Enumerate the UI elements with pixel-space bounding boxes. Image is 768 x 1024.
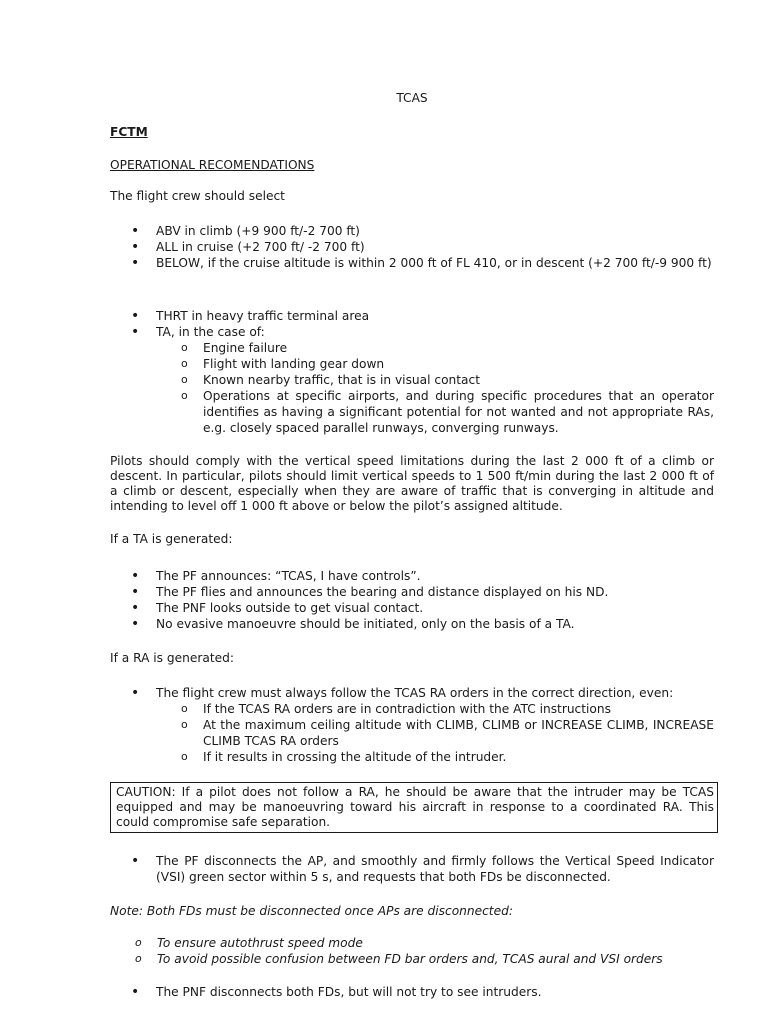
- pilots-paragraph: Pilots should comply with the vertical speed limitations during the last 2 000 ft of a climb or descent. In particular, pilots should limit vertical speeds to 1 500 ft/min during the last 2 000 ft of a climb or descent, especially when they are aware of traffic that is converging in altitude and intending to level off 1 000 ft above or below the pilot’s assigned altitude.: [110, 454, 714, 513]
- list-item-label: The flight crew must always follow the TCAS RA orders in the correct direction, even:: [156, 686, 674, 700]
- note-list: [110, 935, 714, 967]
- section-heading: FCTM: [110, 125, 148, 139]
- list-item: [110, 324, 714, 436]
- list-item: • The PF disconnects the AP, and smoothly and firmly follows the Vertical Speed Indicator (VSI) green sector within 5 s, and requests that both FDs be disconnected.: [110, 853, 714, 885]
- sub-list-item: o Engine failure: [156, 340, 714, 356]
- sub-list-item: o To ensure autothrust speed mode: [110, 935, 714, 951]
- ra-sub-list: [156, 701, 714, 765]
- list-item: • ABV in climb (+9 900 ft/-2 700 ft): [110, 223, 714, 239]
- list-item: • The PF announces: “TCAS, I have controls”.: [110, 568, 714, 584]
- list-item: • The PF flies and announces the bearing and distance displayed on his ND.: [110, 584, 714, 600]
- list-item: • THRT in heavy traffic terminal area: [110, 308, 714, 324]
- ta-case-list: [156, 340, 714, 436]
- page-title: TCAS: [396, 91, 428, 105]
- sub-list-item: o At the maximum ceiling altitude with CLIMB, CLIMB or INCREASE CLIMB, INCREASE CLIMB TCAS RA orders: [156, 717, 714, 749]
- sub-list-item: o Flight with landing gear down: [156, 356, 714, 372]
- pf-list: [110, 853, 714, 885]
- sub-list-item: o Operations at specific airports, and during specific procedures that an operator identifies as having a significant potential for not wanted and not appropriate RAs, e.g. closely spaced parallel runways, converging runways.: [156, 388, 714, 436]
- list-item-label: TA, in the case of:: [156, 325, 265, 339]
- select-list: [110, 223, 714, 271]
- ra-list: [110, 685, 714, 765]
- list-item: • The PNF looks outside to get visual contact.: [110, 600, 714, 616]
- list-item: • The PNF disconnects both FDs, but will not try to see intruders.: [110, 984, 714, 1000]
- subsection-heading: OPERATIONAL RECOMENDATIONS: [110, 158, 315, 172]
- sub-list-item: o If it results in crossing the altitude of the intruder.: [156, 749, 714, 765]
- list-item: [110, 685, 714, 765]
- ta-list: [110, 568, 714, 632]
- ta-generated-heading: If a TA is generated:: [110, 532, 233, 546]
- list-item: • BELOW, if the cruise altitude is within 2 000 ft of FL 410, or in descent (+2 700 ft/-9 900 ft): [110, 255, 714, 271]
- caution-box: CAUTION: If a pilot does not follow a RA, he should be aware that the intruder may be TCAS equipped and may be manoeuvring toward his aircraft in response to a coordinated RA. This could compromise safe separation.: [110, 782, 718, 833]
- note-text: Note: Both FDs must be disconnected once APs are disconnected:: [110, 904, 513, 918]
- list-item: • ALL in cruise (+2 700 ft/ -2 700 ft): [110, 239, 714, 255]
- list-item: • No evasive manoeuvre should be initiated, only on the basis of a TA.: [110, 616, 714, 632]
- intro-text: The flight crew should select: [110, 189, 285, 203]
- sub-list-item: o If the TCAS RA orders are in contradiction with the ATC instructions: [156, 701, 714, 717]
- sub-list-item: o To avoid possible confusion between FD bar orders and, TCAS aural and VSI orders: [110, 951, 714, 967]
- ra-generated-heading: If a RA is generated:: [110, 651, 234, 665]
- pnf-list: [110, 984, 714, 1000]
- select-list-2: [110, 308, 714, 436]
- sub-list-item: o Known nearby traffic, that is in visual contact: [156, 372, 714, 388]
